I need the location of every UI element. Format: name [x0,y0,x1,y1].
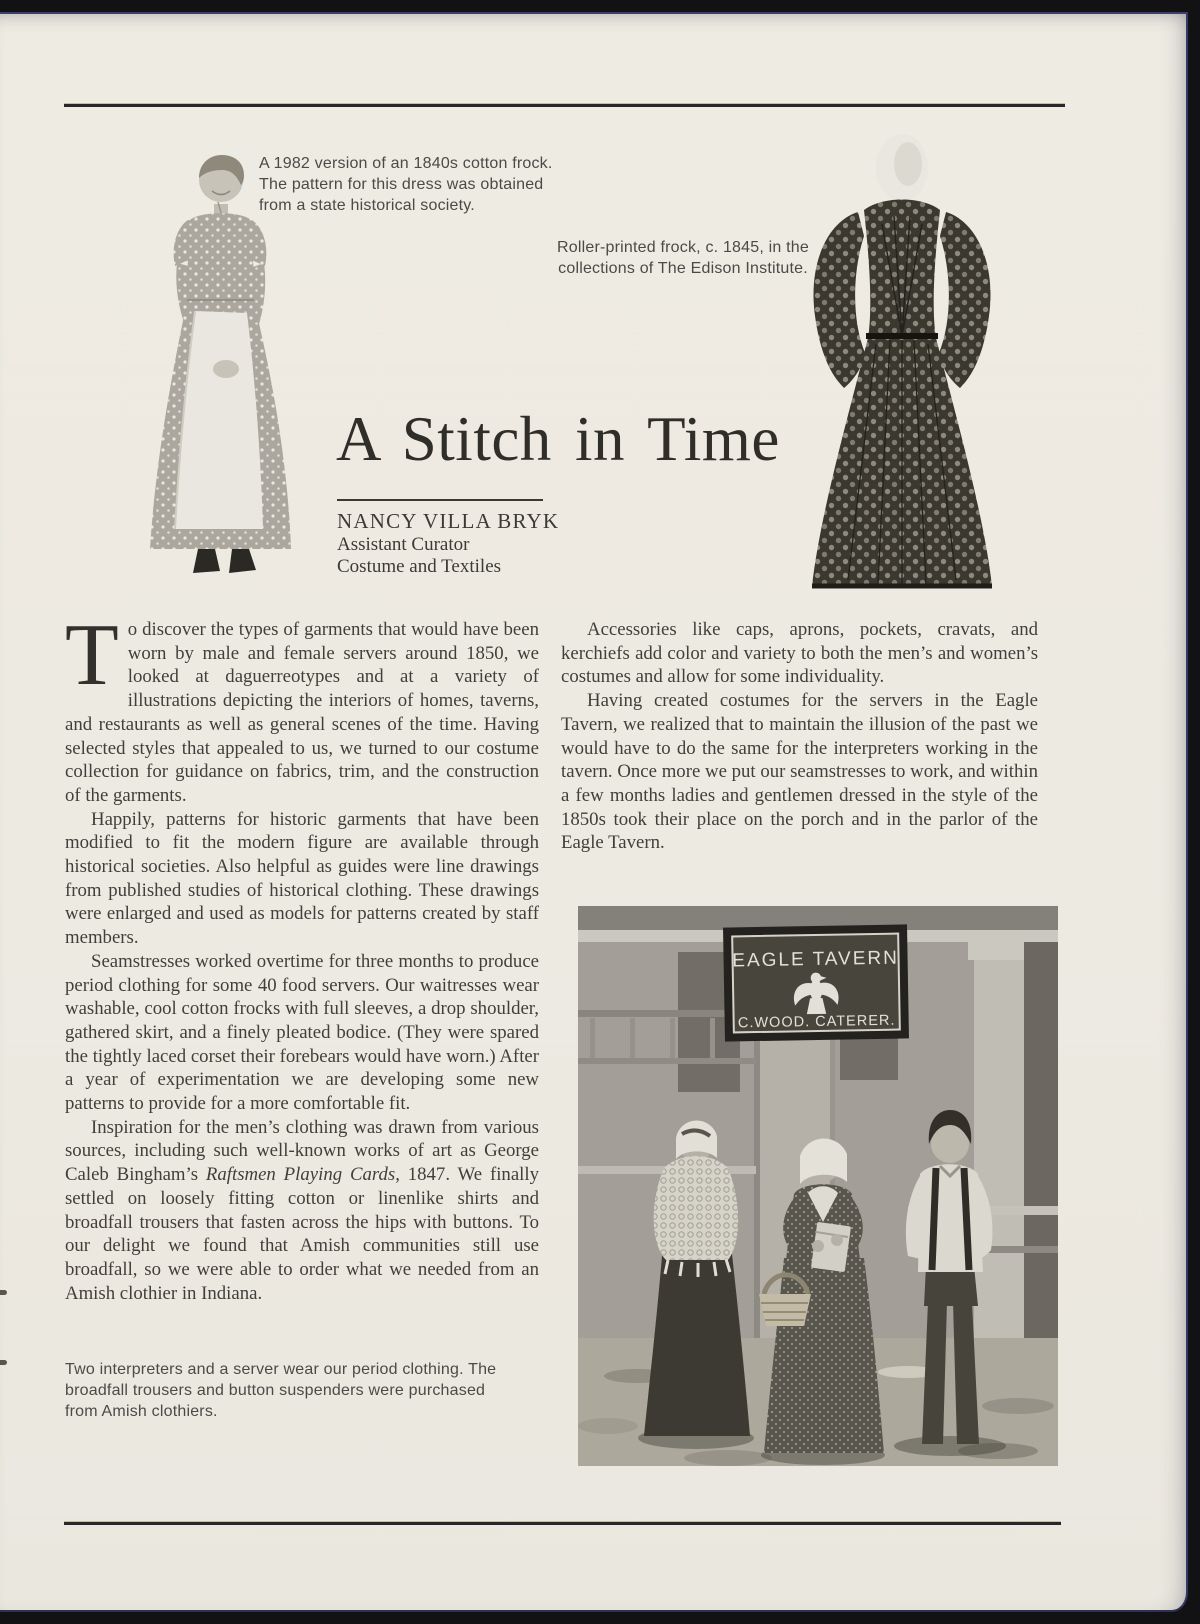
drop-cap: T [65,607,119,704]
sign-line-1: EAGLE TAVERN [732,947,900,972]
paragraph-3: Seamstresses worked overtime for three months to produce period clothing for some 40 food servers. Our waitresses wear washable, cool cotton frocks with full sleeves, a drop shoulder, gathered skirt, and a finely pleated bodice. (They were spared the tightly laced corset their forebears would have worn.) After a year of experimentation we are developing some new patterns to provide for a more comfortable fit. [65,950,539,1115]
eagle-tavern-illustration [578,906,1058,1466]
bottom-photo-caption: Two interpreters and a server wear our period clothing. The broadfall trousers and button suspenders were purchased from Amish clothiers. [65,1361,497,1420]
bottom-rule [64,1521,1061,1525]
paragraph-4-text-before: Inspiration for the men’s clothing was drawn from various sources, including such well-known works of art as George Caleb Bingham’s [65,1116,539,1186]
author-role-line1: Assistant Curator [337,534,470,555]
article-column-right [561,618,1038,855]
top-rule [64,103,1065,107]
roller-printed-frock-photo [786,124,1018,604]
paragraph-6: Having created costumes for the servers in the Eagle Tavern, we realized that to maintain the illusion of the past we would have to do the same for the interpreters working in the tavern. Once more we put our seamstresses to work, and within a few months ladies and gentlemen dressed in the style of the 1850s took their place on the porch and in the parlor of the Eagle Tavern. [561,690,1038,854]
paragraph-1-text: o discover the types of garments that would have been worn by male and female servers around 1850, we looked at daguerreotypes and at a variety of illustrations depicting the interiors of homes, taverns, and restaurants as well as general scenes of the time. Having selected styles that appealed to us, we turned to our costume collection for guidance on fabrics, trim, and the construction of the garments. [65,619,539,806]
paragraph-4 [65,1116,539,1306]
byline-block [337,499,637,578]
article-title: A Stitch in Time [336,404,780,474]
left-photo-caption: A 1982 version of an 1840s cotton frock. The pattern for this dress was obtained from a state historical society. [259,155,553,214]
right-photo-caption: Roller-printed frock, c. 1845, in the collections of The Edison Institute. [557,239,809,277]
sign-line-2: C.WOOD. CATERER. [737,1012,896,1032]
paragraph-1 [65,607,539,808]
hands [213,360,239,378]
author-role-line2: Costume and Textiles [337,556,502,577]
paragraph-2: Happily, patterns for historic garments that have been modified to fit the modern figure are available through historical societies. Also helpful as guides were line drawings from published studies of historical clothing. These drawings were enlarged and used as models for patterns created by staff members. [65,808,539,949]
shoe-left [193,549,220,573]
bodice [864,200,940,339]
magazine-page [0,12,1188,1612]
paragraph-5: Accessories like caps, aprons, pockets, cravats, and kerchiefs add color and variety to both the men’s and women’s costumes and allow for some individuality. [561,619,1038,688]
artwork-title: Raftsmen Playing Cards [205,1164,396,1186]
author-name: NANCY VILLA BRYK [337,509,560,533]
scan-mark [0,1360,7,1365]
article-column-left [65,607,539,1305]
roller-printed-frock-illustration [786,124,1018,604]
byline-rule [337,499,543,501]
eagle-tavern-photo [578,906,1058,1466]
shoe-right [229,549,256,573]
sleeve-right [939,212,991,388]
paragraph-4-text-after: , 1847. We finally settled on loosely fitting cotton or linenlike shirts and broadfall trousers that fasten across the hips with buttons. To our delight we found that Amish communities still use broadfall, so we were able to order what we needed from an Amish clothier in Indiana. [65,1164,539,1304]
scan-mark [0,1290,7,1295]
